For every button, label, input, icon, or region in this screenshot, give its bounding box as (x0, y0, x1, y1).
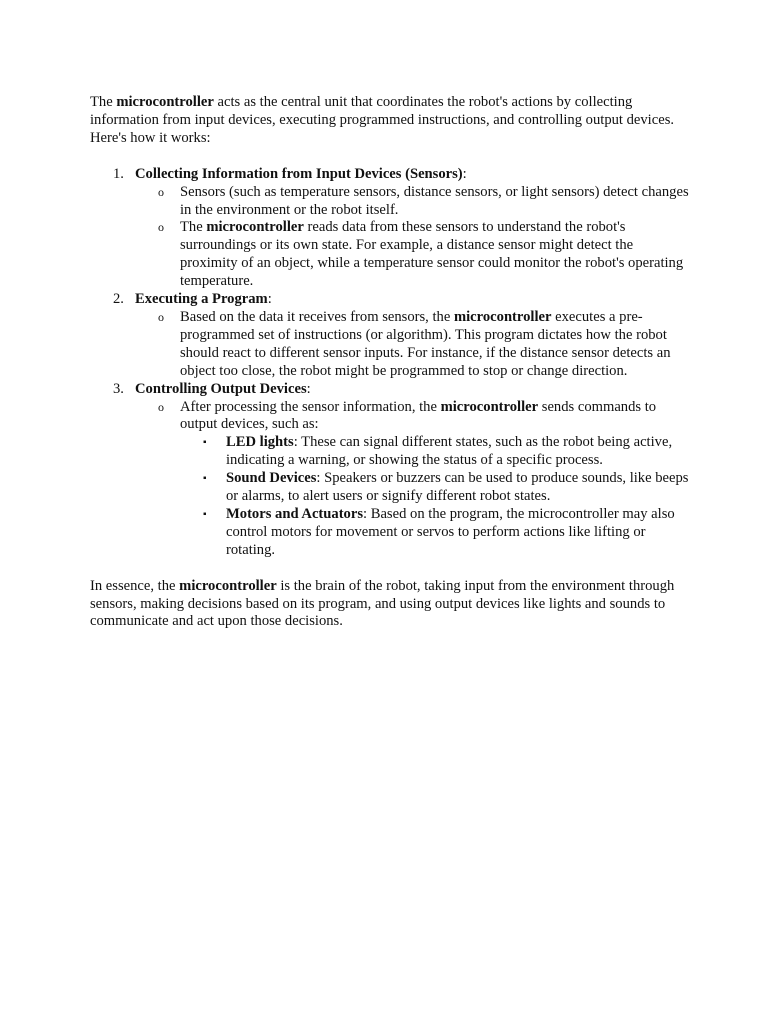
bullet-bold-term: microcontroller (440, 398, 539, 415)
list-item-step-2 (90, 291, 690, 309)
list-item-subbullet-motors (90, 506, 690, 560)
subitem-text: : Based on the program, the microcontroller may also control motors for movement or servos to perform actions like lifting or rotating. (226, 505, 675, 558)
list-item-bullet (90, 399, 690, 435)
bullet-text-end: reads data from these sensors to understand the robot's surroundings or its own state. For example, a distance sensor might detect the proximity of an object, while a temperature sensor could monitor the robot's operating temperature. (180, 219, 684, 290)
list-item-step-3 (90, 381, 690, 399)
step-title: Executing a Program (135, 291, 268, 308)
bullet-bold-term: microcontroller (453, 308, 552, 325)
list-number: 3. (113, 380, 124, 397)
bullet-text-start: The (180, 219, 207, 236)
step-title: Collecting Information from Input Devices (Sensors) (135, 165, 463, 182)
square-bullet-marker: ▪ (203, 508, 207, 520)
step-colon: : (462, 165, 467, 182)
list-item-bullet (90, 309, 690, 381)
bullet-marker: o (158, 309, 164, 324)
intro-paragraph (90, 94, 690, 148)
list-item-bullet (90, 219, 690, 291)
subitem-text: : Speakers or buzzers can be used to produce sounds, like beeps or alarms, to alert users or signify different robot states. (226, 470, 689, 505)
subitem-bold-term: Sound Devices (226, 470, 317, 487)
list-item-subbullet-sound (90, 470, 690, 506)
list-item-step-1 (90, 166, 690, 184)
bullet-text-start: After processing the sensor information, the (180, 398, 441, 415)
bullet-text: Sensors (such as temperature sensors, distance sensors, or light sensors) detect changes in the environment or the robot itself. (180, 183, 689, 218)
intro-text-end: acts as the central unit that coordinates the robot's actions by collecting information from input devices, executing programmed instructions, and controlling output devices. Here's how it works: (90, 94, 675, 146)
square-bullet-marker: ▪ (203, 437, 207, 449)
bullet-text-start: Based on the data it receives from sensors, the (180, 308, 454, 325)
bullet-text-end: sends commands to output devices, such as: (180, 398, 657, 433)
subitem-bold-term: Motors and Actuators (226, 505, 364, 522)
document-page (90, 94, 690, 631)
step-colon: : (306, 380, 311, 397)
square-bullet-marker: ▪ (203, 473, 207, 485)
numbered-list (90, 166, 690, 560)
list-number: 1. (113, 165, 124, 182)
outro-bold-term: microcontroller (179, 577, 277, 594)
step-title: Controlling Output Devices (135, 380, 307, 397)
list-item-subbullet-led (90, 434, 690, 470)
step-colon: : (267, 291, 272, 308)
list-item-bullet (90, 184, 690, 220)
bullet-text-end: executes a pre-programmed set of instructions (or algorithm). This program dictates how the robot should react to different sensor inputs. For instance, if the distance sensor detects an object too close, the robot might be programmed to stop or change direction. (180, 308, 671, 379)
outro-text-end: is the brain of the robot, taking input from the environment through sensors, making decisions based on its program, and using output devices like lights and sounds to communicate and act upon those decisions. (90, 577, 675, 630)
outro-text-start: In essence, the (90, 577, 180, 594)
subitem-bold-term: LED lights (226, 434, 294, 451)
bullet-marker: o (158, 220, 164, 235)
intro-bold-term: microcontroller (116, 94, 214, 110)
intro-text-start: The (90, 94, 117, 110)
bullet-marker: o (158, 184, 164, 199)
subitem-text: : These can signal different states, such as the robot being active, indicating a warning, or showing the status of a specific process. (226, 434, 673, 469)
bullet-marker: o (158, 399, 164, 414)
list-number: 2. (113, 291, 124, 308)
bullet-bold-term: microcontroller (206, 219, 304, 236)
conclusion-paragraph (90, 578, 690, 632)
